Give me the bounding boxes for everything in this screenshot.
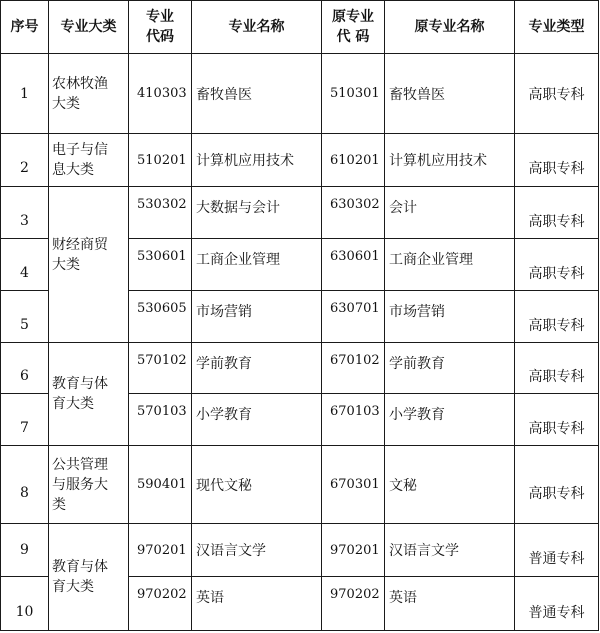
type-cell: 高职专科 <box>515 187 599 239</box>
type-cell: 高职专科 <box>515 54 599 134</box>
category-cell: 农林牧渔 大类 <box>49 54 129 134</box>
header-orig-name: 原专业名称 <box>385 1 515 54</box>
header-row <box>1 1 599 54</box>
type-cell: 普通专科 <box>515 577 599 631</box>
name-cell: 英语 <box>192 577 322 631</box>
seq-cell: 3 <box>1 187 49 239</box>
header-orig-code: 原专业 代 码 <box>322 1 385 54</box>
type-cell: 高职专科 <box>515 446 599 524</box>
table-row <box>1 343 599 394</box>
seq-cell: 2 <box>1 134 49 187</box>
header-name: 专业名称 <box>192 1 322 54</box>
code-cell: 970201 <box>129 524 192 577</box>
code-cell: 510201 <box>129 134 192 187</box>
orig-name-cell: 会计 <box>385 187 515 239</box>
seq-cell: 4 <box>1 239 49 291</box>
seq-cell: 8 <box>1 446 49 524</box>
code-cell: 970202 <box>129 577 192 631</box>
code-cell: 570102 <box>129 343 192 394</box>
seq-cell: 10 <box>1 577 49 631</box>
orig-name-cell: 畜牧兽医 <box>385 54 515 134</box>
header-type: 专业类型 <box>515 1 599 54</box>
name-cell: 工商企业管理 <box>192 239 322 291</box>
header-code: 专业 代码 <box>129 1 192 54</box>
type-cell: 高职专科 <box>515 394 599 446</box>
category-cell: 教育与体 育大类 <box>49 343 129 446</box>
category-cell: 财经商贸 大类 <box>49 187 129 343</box>
orig-name-cell: 计算机应用技术 <box>385 134 515 187</box>
orig-name-cell: 英语 <box>385 577 515 631</box>
name-cell: 计算机应用技术 <box>192 134 322 187</box>
code-cell: 530601 <box>129 239 192 291</box>
header-category: 专业大类 <box>49 1 129 54</box>
orig-code-cell: 510301 <box>322 54 385 134</box>
orig-name-cell: 文秘 <box>385 446 515 524</box>
code-cell: 530605 <box>129 291 192 343</box>
name-cell: 市场营销 <box>192 291 322 343</box>
code-cell: 590401 <box>129 446 192 524</box>
orig-name-cell: 工商企业管理 <box>385 239 515 291</box>
seq-cell: 9 <box>1 524 49 577</box>
seq-cell: 6 <box>1 343 49 394</box>
type-cell: 高职专科 <box>515 239 599 291</box>
type-cell: 高职专科 <box>515 343 599 394</box>
name-cell: 学前教育 <box>192 343 322 394</box>
seq-cell: 5 <box>1 291 49 343</box>
table-row <box>1 524 599 577</box>
orig-name-cell: 市场营销 <box>385 291 515 343</box>
table-row <box>1 134 599 187</box>
type-cell: 高职专科 <box>515 134 599 187</box>
table-row <box>1 54 599 134</box>
header-seq: 序号 <box>1 1 49 54</box>
category-cell: 公共管理 与服务大 类 <box>49 446 129 524</box>
name-cell: 畜牧兽医 <box>192 54 322 134</box>
orig-code-cell: 610201 <box>322 134 385 187</box>
name-cell: 小学教育 <box>192 394 322 446</box>
orig-code-cell: 670102 <box>322 343 385 394</box>
code-cell: 530302 <box>129 187 192 239</box>
code-cell: 410303 <box>129 54 192 134</box>
orig-code-cell: 670103 <box>322 394 385 446</box>
orig-code-cell: 670301 <box>322 446 385 524</box>
orig-code-cell: 970201 <box>322 524 385 577</box>
seq-cell: 1 <box>1 54 49 134</box>
type-cell: 高职专科 <box>515 291 599 343</box>
table-row <box>1 187 599 239</box>
code-cell: 570103 <box>129 394 192 446</box>
orig-name-cell: 汉语言文学 <box>385 524 515 577</box>
name-cell: 现代文秘 <box>192 446 322 524</box>
category-cell: 电子与信 息大类 <box>49 134 129 187</box>
seq-cell: 7 <box>1 394 49 446</box>
orig-name-cell: 小学教育 <box>385 394 515 446</box>
table-row <box>1 446 599 524</box>
name-cell: 大数据与会计 <box>192 187 322 239</box>
orig-code-cell: 630302 <box>322 187 385 239</box>
category-cell: 教育与体 育大类 <box>49 524 129 631</box>
name-cell: 汉语言文学 <box>192 524 322 577</box>
type-cell: 普通专科 <box>515 524 599 577</box>
orig-name-cell: 学前教育 <box>385 343 515 394</box>
orig-code-cell: 630701 <box>322 291 385 343</box>
orig-code-cell: 630601 <box>322 239 385 291</box>
orig-code-cell: 970202 <box>322 577 385 631</box>
